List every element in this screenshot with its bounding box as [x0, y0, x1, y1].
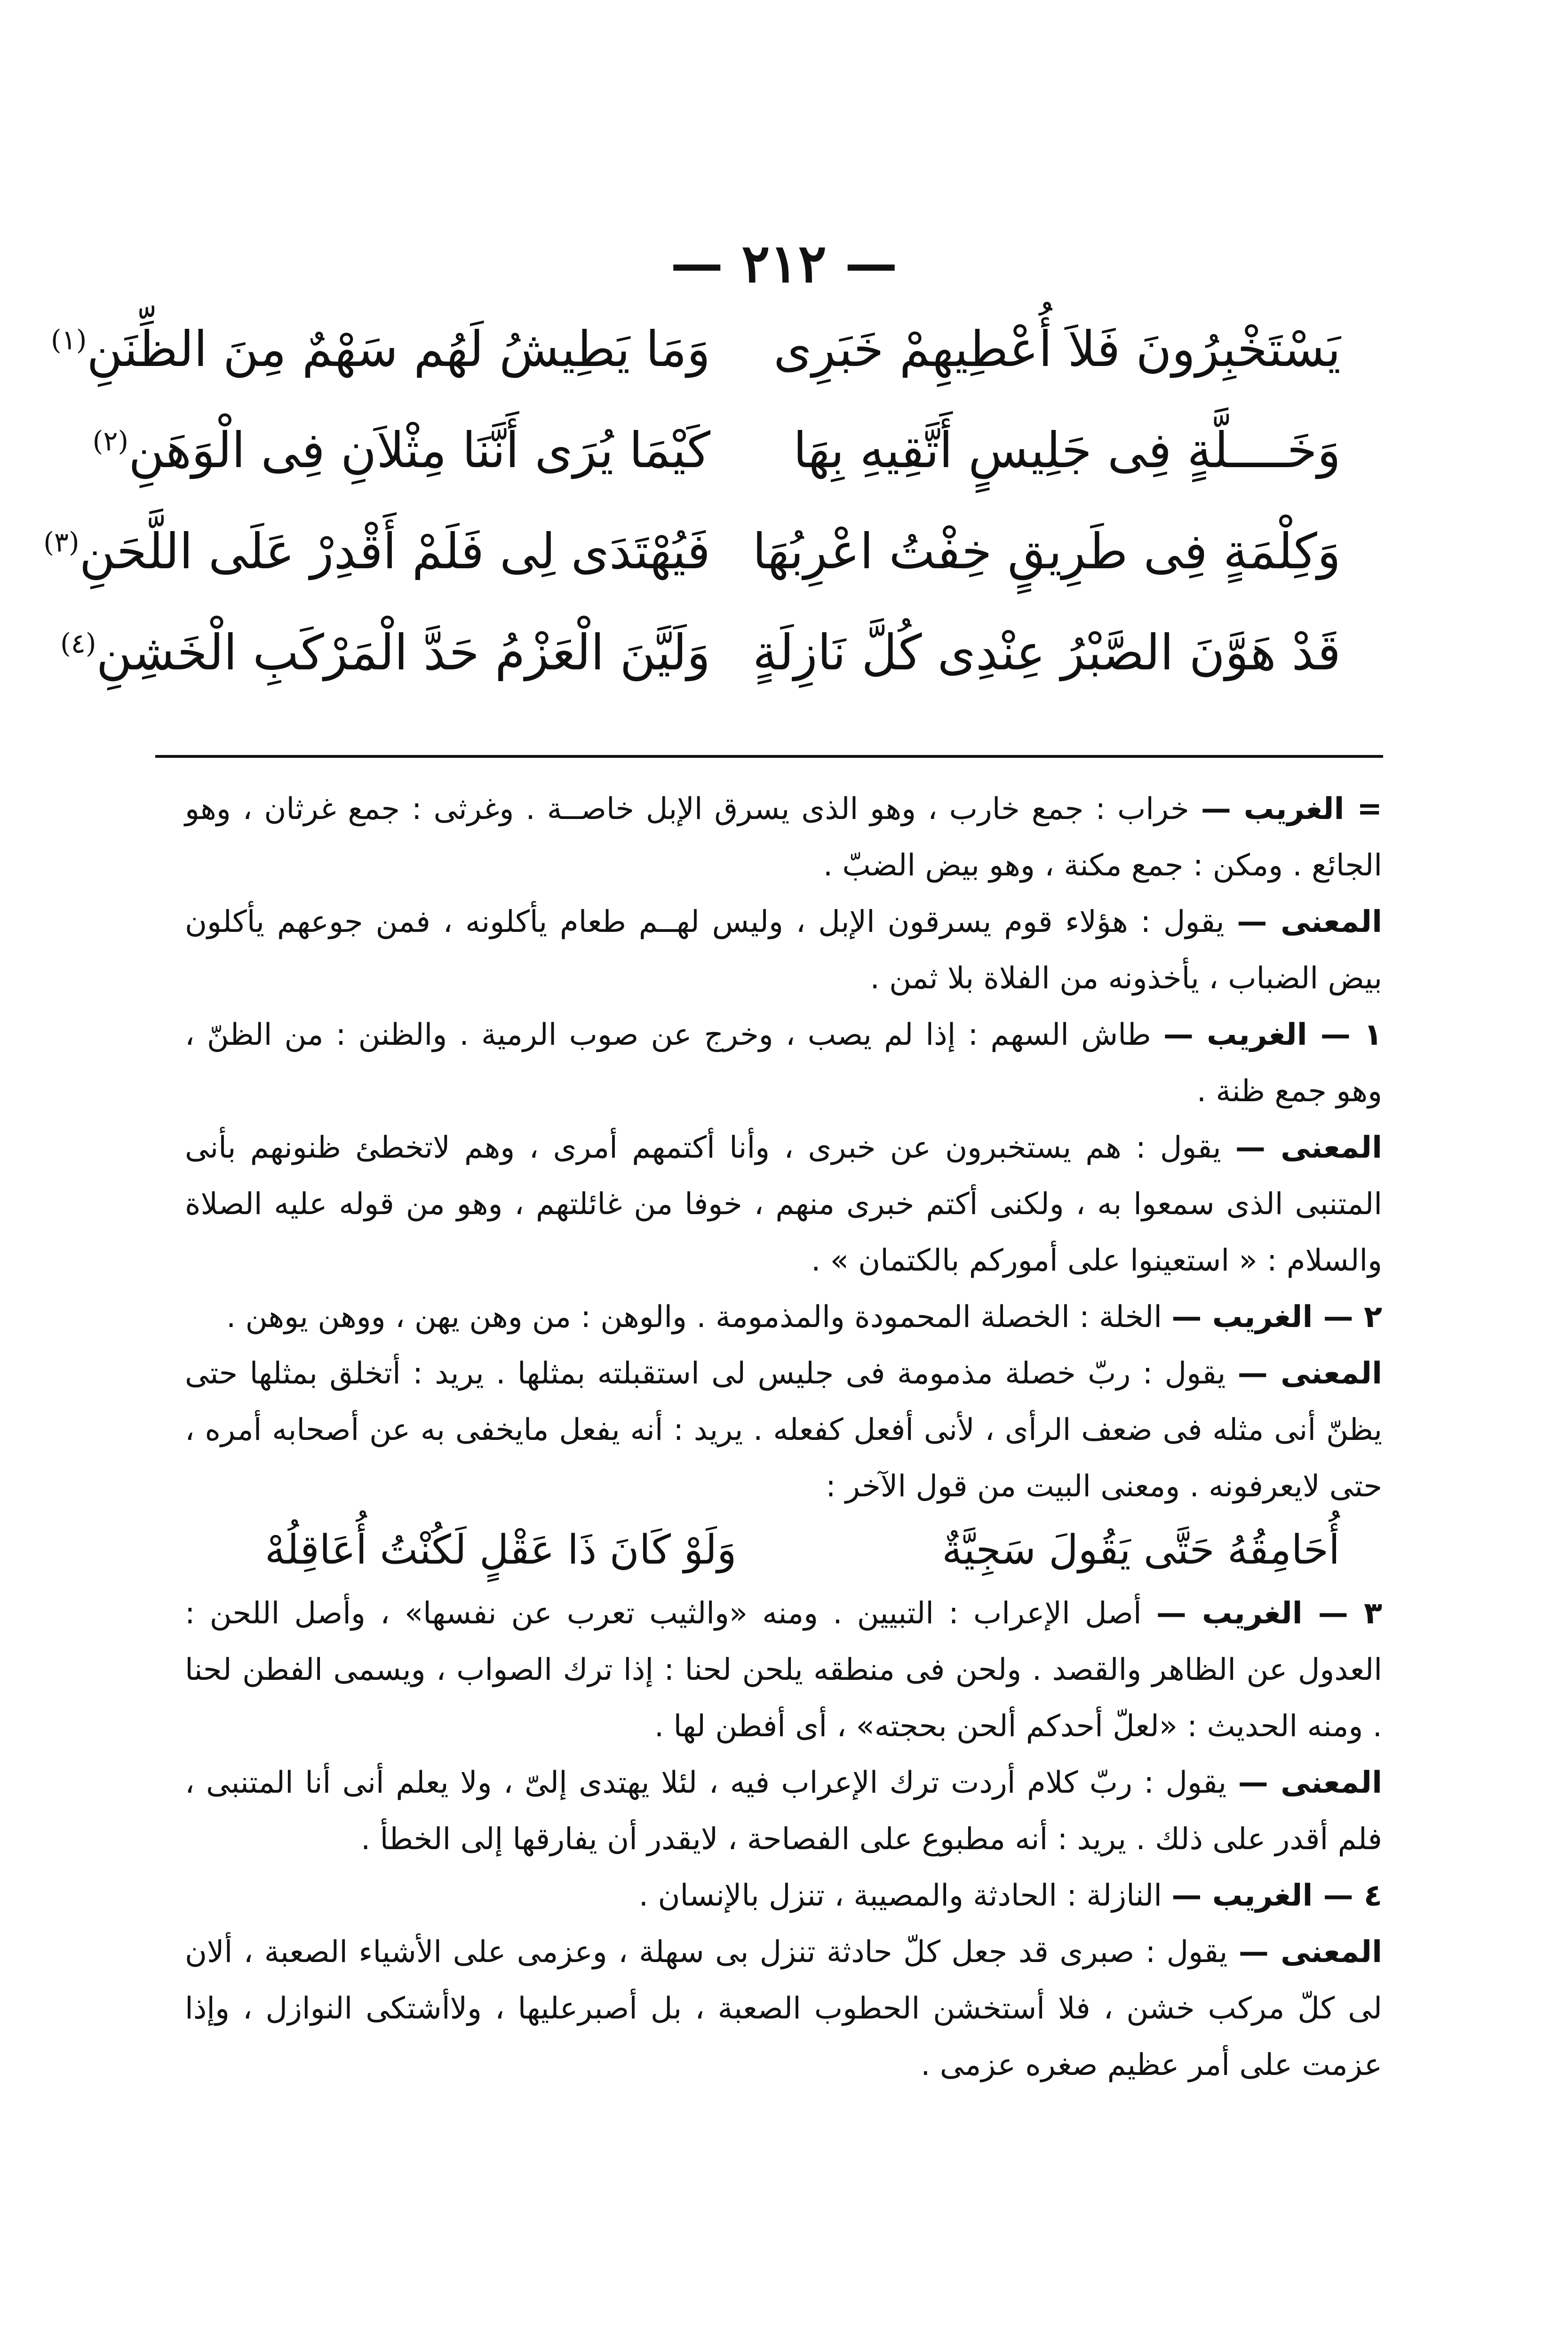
verse-1-second-text: وَمَا يَطِيشُ لَهُم سَهْمٌ مِنَ الظِّنَنِ	[87, 320, 710, 378]
footnote-ref-2: (٢)	[92, 425, 129, 457]
commentary-meaning-1	[185, 1120, 1382, 1289]
footnote-ref-4: (٤)	[60, 627, 96, 660]
verse-2-second-text: كَيْمَا يُرَى أَنَّنَا مِثْلاَنِ فِى الْوَهَنِ	[128, 421, 710, 479]
quoted-verse	[185, 1515, 1382, 1585]
commentary-gharib-1	[185, 1007, 1382, 1120]
footnote-ref-1: (١)	[50, 324, 87, 356]
label-meaning: المعنى —	[1237, 905, 1383, 939]
footnote-ref-3: (٣)	[43, 526, 80, 558]
verse-4-second-text: وَلَيَّنَ الْعَزْمُ حَدَّ الْمَرْكَبِ الْخَشِنِ	[96, 624, 710, 681]
verse-1	[50, 320, 1341, 421]
label-meaning: المعنى —	[1238, 1765, 1383, 1800]
label-gharib: ٣ — الغريب —	[1156, 1596, 1383, 1631]
verse-1-second-hemistich	[50, 320, 710, 379]
quoted-verse-second-hemistich: وَلَوْ كَانَ ذَا عَقْلٍ لَكُنْتُ أُعَاقِلُهْ	[265, 1526, 737, 1573]
label-meaning: المعنى —	[1238, 1935, 1383, 1970]
commentary-text: يقول : ربّ كلام أردت ترك الإعراب فيه ، لئلا يهتدى إلىّ ، ولا يعلم أنى أنا المتنبى ، فلم أقدر على ذلك . يريد : أنه مطبوع على الفصاحة ، لايقدر أن يفارقها إلى الخطأ .	[185, 1765, 1382, 1857]
label-gharib: = الغريب —	[1201, 792, 1383, 826]
verse-3-second-text: فَيُهْتَدَى لِى فَلَمْ أَقْدِرْ عَلَى اللَّحَنِ	[79, 523, 710, 580]
verse-1-first-hemistich: يَسْتَخْبِرُونَ فَلاَ أُعْطِيهِمْ خَبَرِى	[773, 320, 1341, 378]
commentary-gharib-4	[185, 1867, 1382, 1924]
label-meaning: المعنى —	[1235, 1130, 1383, 1165]
commentary-text: طاش السهم : إذا لم يصب ، وخرج عن صوب الرمية . والظنن : من الظنّ ، وهو جمع ظنة .	[185, 1017, 1382, 1109]
commentary-text: النازلة : الحادثة والمصيبة ، تنزل بالإنسان .	[638, 1878, 1162, 1913]
commentary-text: يقول : ربّ خصلة مذمومة فى جليس لى استقبلته بمثلها . يريد : أتخلق بمثلها حتى يظنّ أنى مثله فى ضعف الرأى ، لأنى أفعل كفعله . يريد : أنه يفعل مايخفى به عن أصحابه أمره ، حتى لايعرفونه . ومعنى البيت من قول الآخر :	[185, 1356, 1382, 1504]
commentary-gharib-2	[185, 1289, 1382, 1345]
verse-4	[60, 623, 1341, 724]
commentary-gharib-3	[185, 1585, 1382, 1755]
commentary-text: يقول : هم يستخبرون عن خبرى ، وأنا أكتمهم أمرى ، وهم لاتخطئ ظنونهم بأنى المتنبى الذى سمعوا به ، ولكنى أكتم خبرى منهم ، خوفا من غائلتهم ، وهو من قوله عليه الصلاة والسلام : « استعينوا على أموركم بالكتمان » .	[185, 1130, 1382, 1278]
label-gharib: ٤ — الغريب —	[1171, 1878, 1382, 1913]
verse-2-second-hemistich	[92, 421, 710, 480]
verse-3	[43, 522, 1341, 623]
commentary	[185, 781, 1382, 2093]
verse-3-first-hemistich: وَكِلْمَةٍ فِى طَرِيقٍ خِفْتُ اعْرِبُهَا	[752, 523, 1341, 580]
quoted-verse-first-hemistich: أُحَامِقُهُ حَتَّى يَقُولَ سَجِيَّةٌ	[942, 1526, 1340, 1573]
poem-verses	[43, 320, 1341, 724]
commentary-meaning-intro	[185, 894, 1382, 1007]
commentary-text: يقول : هؤلاء قوم يسرقون الإبل ، وليس لهــم طعام يأكلونه ، فمن جوعهم يأكلون بيض الضباب ، يأخذونه من الفلاة بلا ثمن .	[185, 905, 1382, 996]
commentary-gharib-intro	[185, 781, 1382, 894]
verse-4-second-hemistich	[60, 623, 710, 682]
commentary-text: يقول : صبرى قد جعل كلّ حادثة تنزل بى سهلة ، وعزمى على الأشياء الصعبة ، ألان لى كلّ مركب خشن ، فلا أستخشن الحطوب الصعبة ، بل أصبرعليها ، ولاأشتكى النوازل ، وإذا عزمت على أمر عظيم صغره عزمى .	[185, 1935, 1382, 2082]
verse-4-first-hemistich: قَدْ هَوَّنَ الصَّبْرُ عِنْدِى كُلَّ نَازِلَةٍ	[752, 624, 1341, 681]
commentary-meaning-4	[185, 1924, 1382, 2093]
verse-2-first-hemistich: وَخَــــلَّةٍ فِى جَلِيسٍ أَتَّقِيهِ بِهَا	[793, 421, 1341, 479]
verse-2	[92, 421, 1341, 522]
commentary-meaning-2	[185, 1345, 1382, 1515]
label-meaning: المعنى —	[1237, 1356, 1383, 1391]
commentary-text: خراب : جمع خارب ، وهو الذى يسرق الإبل خاصــة . وغرثى : جمع غرثان ، وهو الجائع . ومكن : جمع مكنة ، وهو بيض الضبّ .	[185, 792, 1382, 883]
commentary-text: الخلة : الخصلة المحمودة والمذمومة . والوهن : من وهن يهن ، ووهن يوهن .	[226, 1300, 1162, 1335]
verse-3-second-hemistich	[43, 522, 710, 581]
commentary-text: أصل الإعراب : التبيين . ومنه «والثيب تعرب عن نفسها» ، وأصل اللحن : العدول عن الظاهر والقصد . ولحن فى منطقه يلحن لحنا : إذا ترك الصواب ، ويسمى الفطن لحنا . ومنه الحديث : «لعلّ أحدكم ألحن بحجته» ، أى أفطن لها .	[185, 1596, 1382, 1744]
commentary-meaning-3	[185, 1755, 1382, 1867]
separator-rule	[155, 755, 1383, 758]
label-gharib: ١ — الغريب —	[1163, 1017, 1383, 1052]
label-gharib: ٢ — الغريب —	[1171, 1300, 1382, 1335]
page-number: — ٢١٢ —	[670, 233, 898, 294]
